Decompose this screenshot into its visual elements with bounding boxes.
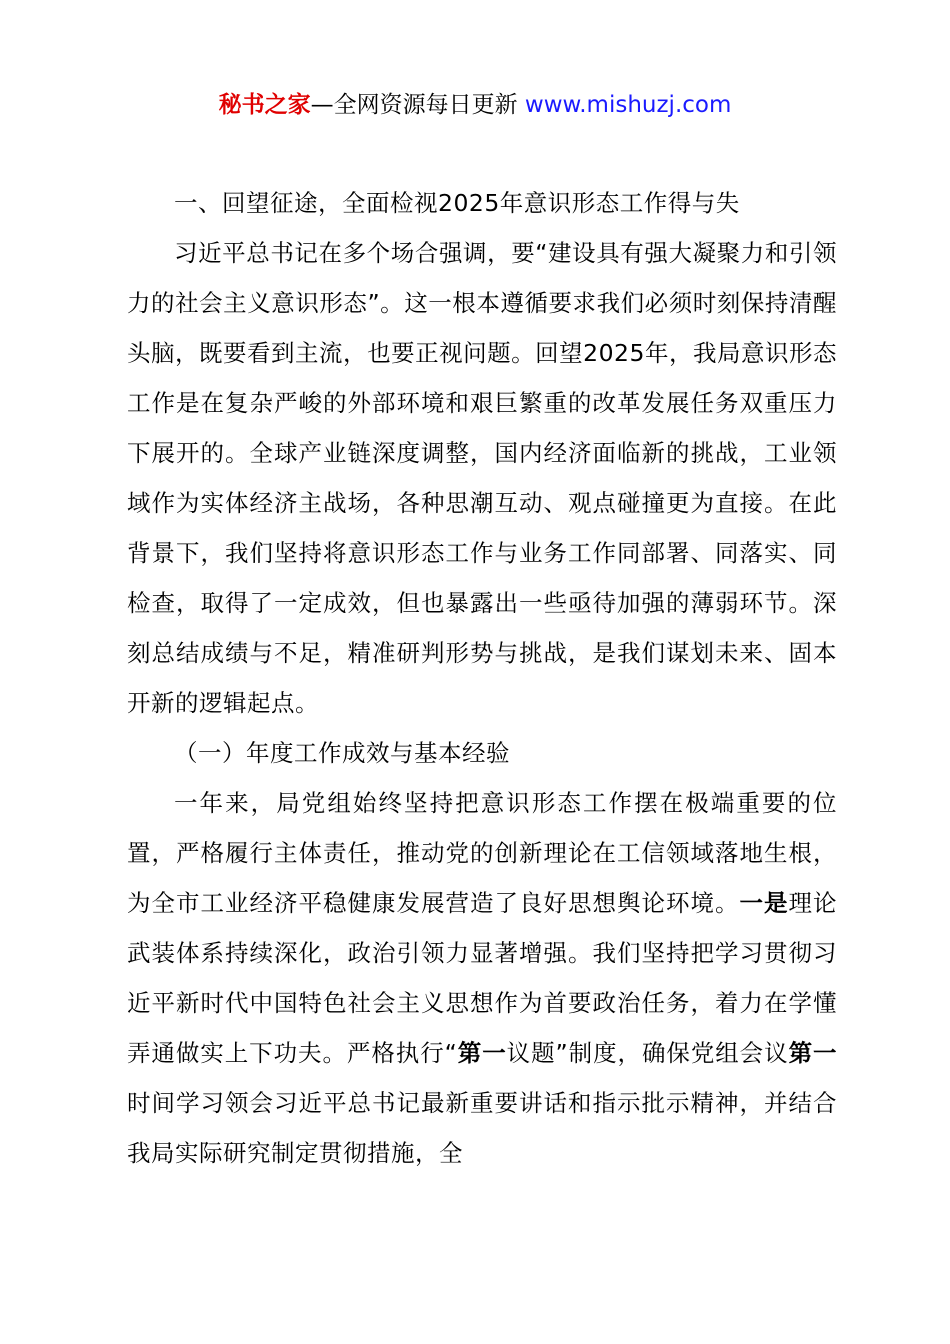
header-slogan: —全网资源每日更新 xyxy=(310,92,525,118)
bold-emphasis: 第一 xyxy=(457,1039,507,1067)
paragraph-text: 时间学习领会习近平总书记最新重要讲话和指示批示精神，并结合我局实际研究制定贯彻措施，全 xyxy=(127,1089,837,1167)
paragraph-text: 议题”制度，确保党组会议 xyxy=(506,1039,789,1067)
paragraph-intro: 一年来，局党组始终坚持把意识形态工作摆在极端重要的位置，严格履行主体责任，推动党的创新理论在工信领域落地生根，为全市工业经济平稳健康发展营造了良好思想舆论环境。 xyxy=(127,789,837,917)
site-url-link[interactable]: www.mishuzj.com xyxy=(524,92,732,118)
site-header xyxy=(0,88,950,122)
body-paragraph: 习近平总书记在多个场合强调，要“建设具有强大凝聚力和引领力的社会主义意识形态”。这一根本遵循要求我们必须时刻保持清醒头脑，既要看到主流，也要正视问题。回望2025年，我局意识形态工作是在复杂严峻的外部环境和艰巨繁重的改革发展任务双重压力下展开的。全球产业链深度调整，国内经济面临新的挑战，工业领域作为实体经济主战场，各种思潮互动、观点碰撞更为直接。在此背景下，我们坚持将意识形态工作与业务工作同部署、同落实、同检查，取得了一定成效，但也暴露出一些亟待加强的薄弱环节。深刻总结成绩与不足，精准研判形势与挑战，是我们谋划未来、固本开新的逻辑起点。 xyxy=(127,239,837,717)
section-heading: 一、回望征途，全面检视2025年意识形态工作得与失 xyxy=(174,189,740,217)
document-body xyxy=(127,178,837,1178)
paragraph-text: 理论武装体系持续深化，政治引领力显著增强。我们坚持把学习贯彻习近平新时代中国特色社会主义思想作为首要政治任务，着力在学懂弄通做实上下功夫。严格执行“ xyxy=(127,889,837,1067)
bold-lead: 一是 xyxy=(739,889,789,917)
body-paragraph xyxy=(127,778,837,1178)
subsection-heading: （一）年度工作成效与基本经验 xyxy=(174,739,510,767)
bold-emphasis: 第一 xyxy=(788,1039,837,1067)
brand-name: 秘书之家 xyxy=(218,92,311,118)
